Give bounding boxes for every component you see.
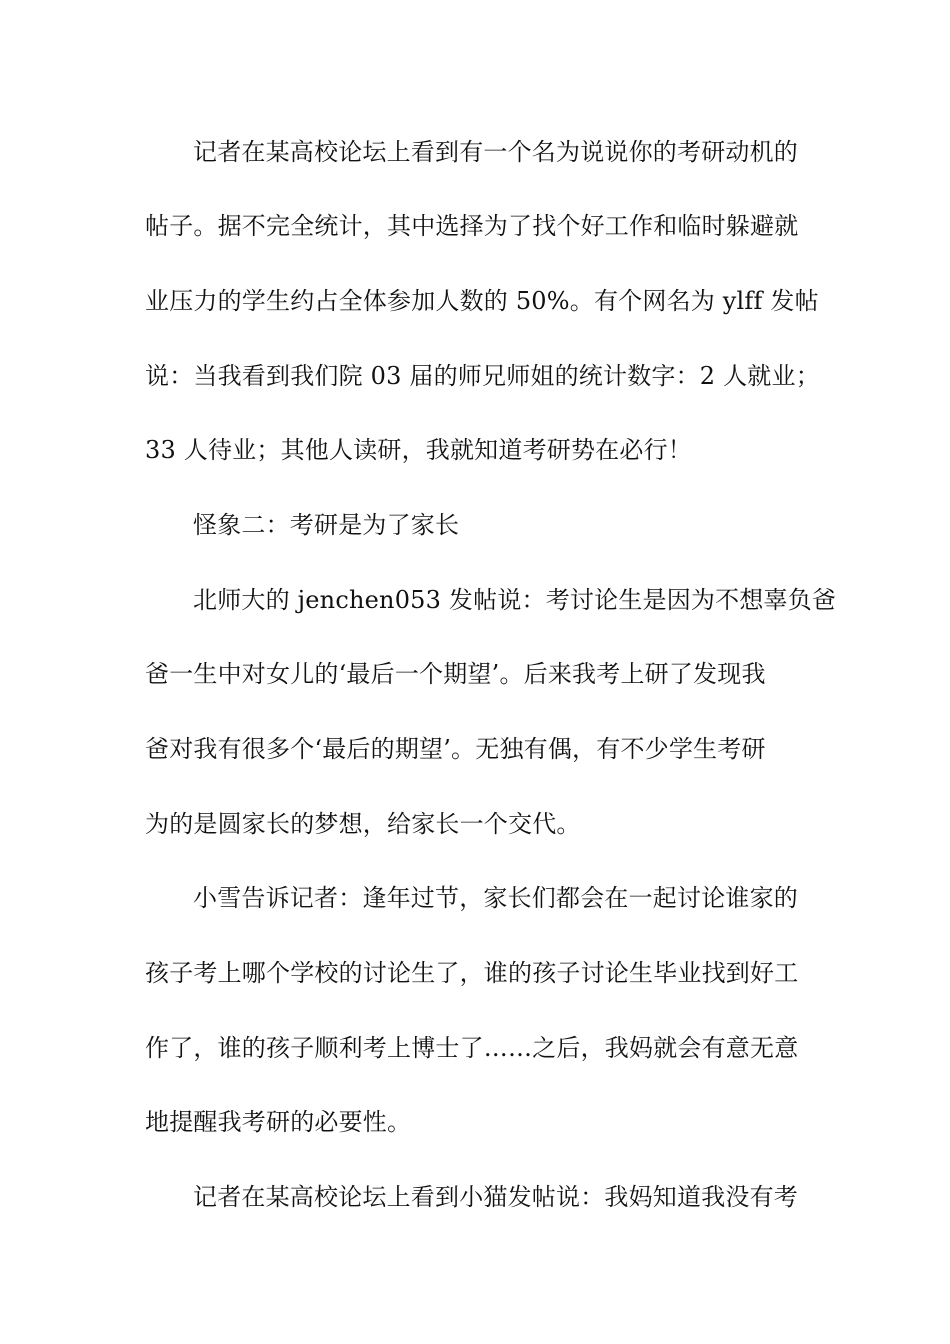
- paragraph-3-line-2: 孩子考上哪个学校的讨论生了，谁的孩子讨论生毕业找到好工: [145, 959, 799, 987]
- paragraph-1-line-3: 业压力的学生约占全体参加人数的 50%。有个网名为 ylff 发帖: [145, 287, 819, 315]
- paragraph-3-line-1: 小雪告诉记者：逢年过节，家长们都会在一起讨论谁家的: [193, 884, 798, 912]
- paragraph-1-line-2: 帖子。据不完全统计，其中选择为了找个好工作和临时躲避就: [145, 212, 799, 240]
- paragraph-3-line-4: 地提醒我考研的必要性。: [145, 1108, 412, 1136]
- section-heading: 怪象二：考研是为了家长: [193, 511, 460, 539]
- paragraph-2-line-3: 爸对我有很多个‘最后的期望’。无独有偶，有不少学生考研: [145, 735, 766, 763]
- paragraph-3-line-3: 作了，谁的孩子顺利考上博士了……之后，我妈就会有意无意: [145, 1034, 799, 1062]
- paragraph-1-line-1: 记者在某高校论坛上看到有一个名为说说你的考研动机的: [193, 138, 798, 166]
- paragraph-2-line-1: 北师大的 jenchen053 发帖说：考讨论生是因为不想辜负爸: [193, 586, 837, 614]
- paragraph-2-line-4: 为的是圆家长的梦想，给家长一个交代。: [145, 810, 581, 838]
- paragraph-1-line-5: 33 人待业；其他人读研，我就知道考研势在必行！: [145, 436, 692, 464]
- paragraph-1-line-4: 说：当我看到我们院 03 届的师兄师姐的统计数字：2 人就业；: [145, 362, 820, 390]
- paragraph-2-line-2: 爸一生中对女儿的‘最后一个期望’。后来我考上研了发现我: [145, 660, 766, 688]
- paragraph-4-line-1: 记者在某高校论坛上看到小猫发帖说：我妈知道我没有考: [193, 1183, 798, 1211]
